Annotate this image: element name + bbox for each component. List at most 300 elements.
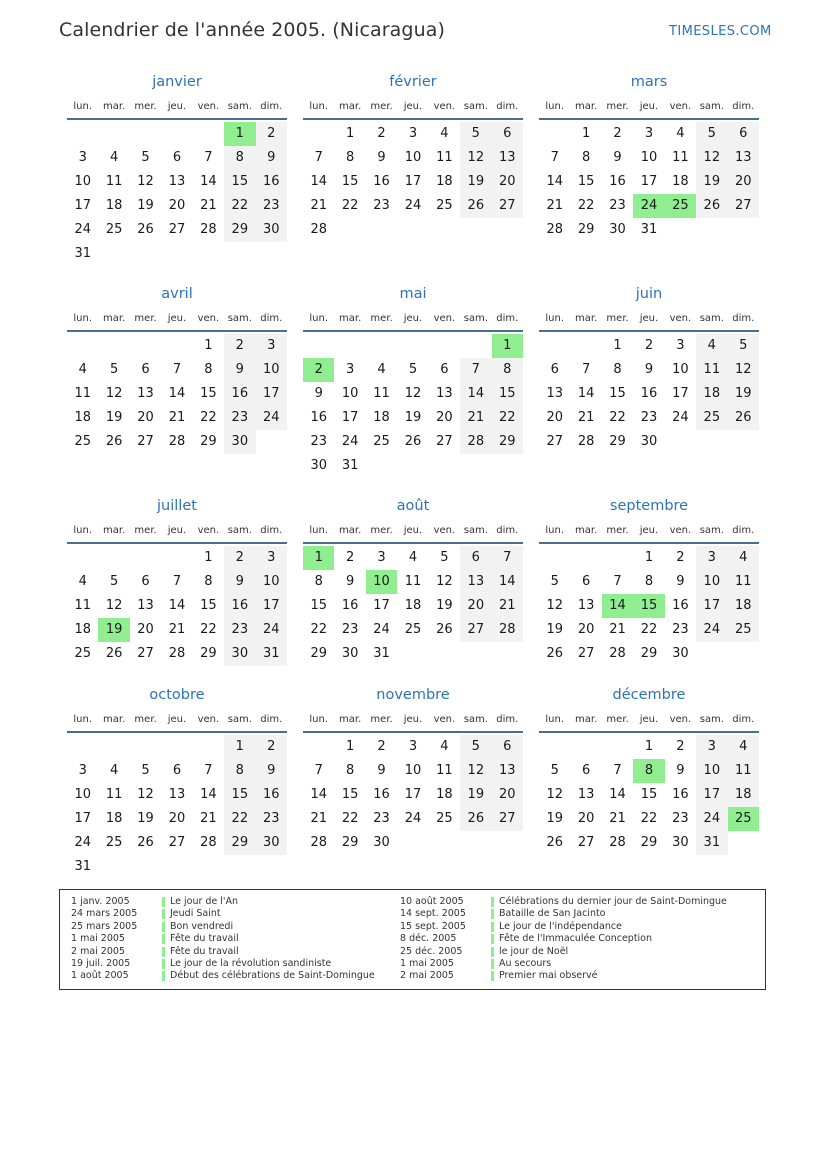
weekday-label: lun.	[545, 312, 565, 324]
weekday-header	[539, 518, 759, 542]
day-cell: 6	[492, 735, 523, 759]
week-row	[303, 382, 523, 406]
weekday-label: jeu.	[639, 713, 659, 725]
empty-cell	[429, 334, 460, 358]
day-cell: 6	[172, 150, 182, 165]
weekday-label: mer.	[606, 713, 629, 725]
holiday-date: 24 mars 2005	[71, 908, 138, 920]
week-row	[303, 570, 523, 594]
day-cell: 7	[613, 763, 622, 778]
day-cell: 7	[613, 574, 622, 589]
day-cell: 8	[492, 358, 523, 382]
day-cell: 16	[373, 787, 390, 802]
week-row	[67, 242, 287, 266]
week-row	[67, 759, 287, 783]
day-cell: 8	[224, 146, 255, 170]
holiday-color-marker	[491, 897, 494, 907]
day-cell: 29	[341, 835, 359, 850]
day-cell: 15	[200, 386, 217, 401]
holiday-day-cell: 1	[303, 546, 334, 570]
holiday-color-marker	[162, 947, 165, 957]
day-cell: 27	[137, 434, 154, 449]
weekday-label: dim.	[732, 312, 755, 324]
weekday-label: sam.	[227, 713, 252, 725]
day-cell: 17	[696, 783, 727, 807]
weekday-label: mer.	[134, 312, 157, 324]
day-cell: 7	[314, 150, 323, 165]
empty-cell	[602, 735, 633, 759]
weekday-label: mar.	[575, 524, 598, 536]
day-cell: 12	[460, 759, 491, 783]
day-cell: 20	[577, 811, 595, 826]
day-cell: 19	[460, 170, 491, 194]
day-cell: 30	[256, 831, 287, 855]
day-cell: 18	[672, 174, 689, 189]
day-cell: 4	[78, 574, 87, 589]
empty-cell	[98, 334, 129, 358]
day-cell: 9	[613, 150, 622, 165]
day-cell: 21	[577, 410, 595, 425]
day-cell: 13	[460, 570, 491, 594]
day-cell: 14	[310, 787, 327, 802]
day-cell: 11	[696, 358, 727, 382]
day-cell: 8	[581, 150, 591, 165]
day-cell: 29	[492, 430, 523, 454]
week-row	[303, 618, 523, 642]
week-row	[67, 807, 287, 831]
weekday-label: dim.	[260, 100, 283, 112]
day-cell: 3	[676, 338, 685, 353]
weekday-label: lun.	[73, 312, 93, 324]
weekday-label: mar.	[103, 713, 126, 725]
day-cell: 10	[696, 570, 727, 594]
weekday-label: lun.	[545, 524, 565, 536]
day-cell: 28	[310, 835, 327, 850]
holiday-date: 8 déc. 2005	[400, 933, 457, 945]
day-cell: 12	[546, 598, 563, 613]
empty-cell	[728, 218, 759, 242]
day-cell: 3	[256, 546, 287, 570]
day-cell: 5	[550, 574, 559, 589]
day-cell: 10	[256, 570, 287, 594]
holiday-name: le jour de Noël	[499, 945, 569, 957]
day-cell: 2	[676, 550, 685, 565]
day-cell: 17	[74, 198, 91, 213]
week-row	[539, 546, 759, 570]
day-cell: 16	[256, 783, 287, 807]
day-cell: 31	[640, 222, 658, 237]
day-cell: 1	[345, 739, 355, 754]
day-cell: 22	[577, 198, 595, 213]
day-cell: 12	[105, 598, 123, 613]
empty-cell	[539, 735, 570, 759]
day-cell: 28	[609, 835, 626, 850]
empty-cell	[130, 122, 161, 146]
day-cell: 6	[440, 362, 449, 377]
day-cell: 3	[78, 150, 87, 165]
day-cell: 24	[74, 835, 91, 850]
weekday-header	[67, 306, 287, 330]
day-cell: 24	[672, 410, 689, 425]
day-cell: 5	[141, 763, 150, 778]
weekday-label: ven.	[197, 100, 220, 112]
day-cell: 9	[224, 358, 255, 382]
week-row	[539, 358, 759, 382]
empty-cell	[161, 122, 192, 146]
day-cell: 5	[696, 122, 727, 146]
empty-cell	[193, 855, 224, 879]
week-row	[67, 122, 287, 146]
day-cell: 19	[728, 382, 759, 406]
day-cell: 4	[440, 739, 449, 754]
day-cell: 28	[168, 646, 186, 661]
day-cell: 15	[341, 787, 359, 802]
week-row	[303, 454, 523, 478]
day-cell: 27	[168, 835, 186, 850]
empty-cell	[696, 218, 727, 242]
day-cell: 21	[310, 811, 327, 826]
week-row	[67, 430, 287, 454]
holiday-day-cell: 15	[633, 594, 664, 618]
day-cell: 27	[168, 222, 186, 237]
empty-cell	[256, 855, 287, 879]
legend-row	[71, 896, 401, 908]
empty-cell	[429, 831, 460, 855]
weekday-header	[539, 707, 759, 731]
day-cell: 21	[200, 811, 217, 826]
day-cell: 20	[728, 170, 759, 194]
weekday-label: dim.	[496, 312, 519, 324]
holiday-date: 1 mai 2005	[400, 957, 454, 969]
day-cell: 17	[74, 811, 91, 826]
day-cell: 14	[609, 787, 626, 802]
holiday-name: Bon vendredi	[170, 920, 234, 932]
day-cell: 26	[546, 646, 563, 661]
weekday-label: lun.	[73, 524, 93, 536]
day-cell: 21	[168, 622, 186, 637]
empty-cell	[602, 546, 633, 570]
legend-row	[71, 921, 401, 933]
day-cell: 27	[460, 618, 491, 642]
weekday-label: dim.	[496, 524, 519, 536]
day-cell: 30	[224, 430, 255, 454]
week-row	[67, 170, 287, 194]
day-cell: 1	[644, 739, 654, 754]
weekday-header	[303, 707, 523, 731]
empty-cell	[161, 855, 192, 879]
empty-cell	[98, 735, 129, 759]
day-cell: 3	[696, 546, 727, 570]
weekday-label: jeu.	[403, 100, 423, 112]
week-row	[539, 735, 759, 759]
day-cell: 19	[404, 410, 422, 425]
empty-cell	[492, 831, 523, 855]
day-cell: 24	[373, 622, 390, 637]
empty-cell	[570, 334, 601, 358]
day-cell: 16	[640, 386, 658, 401]
week-row	[67, 546, 287, 570]
day-cell: 30	[672, 835, 689, 850]
day-cell: 3	[78, 763, 87, 778]
day-cell: 19	[436, 598, 453, 613]
day-cell: 12	[728, 358, 759, 382]
day-cell: 7	[204, 150, 213, 165]
day-cell: 13	[577, 598, 595, 613]
week-row	[539, 218, 759, 242]
day-cell: 18	[436, 174, 453, 189]
empty-cell	[728, 831, 759, 855]
day-cell: 7	[172, 362, 182, 377]
day-cell: 6	[141, 574, 150, 589]
day-cell: 16	[256, 170, 287, 194]
day-cell: 12	[436, 574, 453, 589]
day-cell: 15	[310, 598, 327, 613]
empty-cell	[492, 218, 523, 242]
empty-cell	[397, 334, 428, 358]
legend-row	[400, 958, 730, 970]
day-cell: 12	[460, 146, 491, 170]
holiday-date: 2 mai 2005	[400, 970, 454, 982]
week-row	[303, 546, 523, 570]
weekday-label: dim.	[732, 713, 755, 725]
week-row	[539, 807, 759, 831]
day-cell: 6	[581, 763, 591, 778]
day-cell: 26	[105, 434, 123, 449]
day-cell: 14	[577, 386, 595, 401]
empty-cell	[397, 218, 428, 242]
day-cell: 16	[672, 598, 689, 613]
weekday-label: lun.	[309, 524, 329, 536]
day-cell: 17	[256, 594, 287, 618]
day-cell: 6	[550, 362, 559, 377]
day-cell: 2	[676, 739, 685, 754]
day-cell: 14	[310, 174, 327, 189]
holiday-day-cell: 10	[366, 570, 397, 594]
day-cell: 23	[310, 434, 327, 449]
weekday-label: mar.	[339, 312, 362, 324]
holiday-name: Le jour de l'indépendance	[499, 920, 622, 932]
day-cell: 9	[256, 146, 287, 170]
empty-cell	[98, 855, 129, 879]
weekday-label: dim.	[260, 524, 283, 536]
day-cell: 27	[577, 835, 595, 850]
brand-link[interactable]: TIMESLES.COM	[669, 24, 772, 39]
day-cell: 24	[74, 222, 91, 237]
day-cell: 6	[492, 122, 523, 146]
legend-row	[400, 908, 730, 920]
holiday-color-marker	[491, 971, 494, 981]
month-name: octobre	[149, 687, 205, 703]
weekday-label: sam.	[227, 100, 252, 112]
day-cell: 3	[408, 126, 418, 141]
week-row	[539, 430, 759, 454]
day-cell: 30	[310, 458, 327, 473]
day-cell: 23	[341, 622, 359, 637]
day-cell: 28	[609, 646, 626, 661]
holiday-color-marker	[491, 934, 494, 944]
legend-row	[400, 933, 730, 945]
day-cell: 21	[460, 406, 491, 430]
weekday-header	[539, 306, 759, 330]
day-cell: 22	[200, 622, 217, 637]
week-row	[67, 831, 287, 855]
weekday-label: ven.	[433, 100, 456, 112]
week-row	[303, 170, 523, 194]
day-cell: 27	[728, 194, 759, 218]
month-name: janvier	[152, 74, 202, 90]
day-cell: 22	[224, 807, 255, 831]
holiday-date: 1 mai 2005	[71, 933, 125, 945]
day-cell: 30	[224, 642, 255, 666]
day-cell: 30	[256, 218, 287, 242]
month-name: mars	[630, 74, 668, 90]
day-cell: 2	[256, 735, 287, 759]
day-cell: 4	[440, 126, 449, 141]
day-cell: 23	[224, 618, 255, 642]
day-cell: 15	[341, 174, 359, 189]
holiday-color-marker	[162, 959, 165, 969]
day-cell: 13	[137, 598, 154, 613]
day-cell: 1	[613, 338, 622, 353]
weekday-label: jeu.	[639, 100, 659, 112]
day-cell: 29	[577, 222, 595, 237]
holiday-name: Célébrations du dernier jour de Saint-Domingue	[499, 896, 727, 907]
holiday-date: 25 mars 2005	[71, 920, 138, 932]
holiday-date: 19 juil. 2005	[71, 957, 131, 969]
day-cell: 24	[341, 434, 359, 449]
empty-cell	[570, 546, 601, 570]
day-cell: 23	[640, 410, 658, 425]
week-row	[539, 170, 759, 194]
holiday-day-cell: 25	[728, 807, 759, 831]
day-cell: 26	[137, 222, 154, 237]
weekday-label: sam.	[463, 524, 488, 536]
day-cell: 19	[137, 198, 154, 213]
weekday-label: mer.	[370, 100, 393, 112]
empty-cell	[161, 546, 192, 570]
weekday-label: sam.	[463, 713, 488, 725]
day-cell: 11	[105, 174, 123, 189]
day-cell: 14	[460, 382, 491, 406]
weekday-header	[303, 306, 523, 330]
holiday-day-cell: 8	[633, 759, 664, 783]
day-cell: 7	[204, 763, 213, 778]
day-cell: 20	[168, 811, 186, 826]
week-row	[539, 382, 759, 406]
weekday-label: jeu.	[167, 524, 187, 536]
empty-cell	[728, 430, 759, 454]
legend-row	[71, 908, 401, 920]
day-cell: 20	[137, 622, 154, 637]
day-cell: 2	[224, 334, 255, 358]
empty-cell	[696, 642, 727, 666]
weekday-label: mar.	[103, 312, 126, 324]
week-row	[303, 194, 523, 218]
day-cell: 21	[310, 198, 327, 213]
day-cell: 5	[460, 735, 491, 759]
day-cell: 2	[377, 126, 386, 141]
weekday-label: jeu.	[639, 524, 659, 536]
day-cell: 21	[546, 198, 563, 213]
empty-cell	[161, 242, 192, 266]
day-cell: 29	[609, 434, 626, 449]
day-cell: 1	[204, 550, 213, 565]
month-name: août	[396, 498, 430, 514]
day-cell: 11	[436, 763, 453, 778]
day-cell: 11	[74, 598, 91, 613]
day-cell: 26	[105, 646, 123, 661]
weekday-label: lun.	[545, 100, 565, 112]
day-cell: 31	[74, 859, 91, 874]
empty-cell	[130, 735, 161, 759]
day-cell: 13	[137, 386, 154, 401]
week-row	[539, 406, 759, 430]
day-cell: 28	[168, 434, 186, 449]
weekday-header	[67, 94, 287, 118]
day-cell: 11	[728, 570, 759, 594]
day-cell: 24	[256, 618, 287, 642]
day-cell: 1	[581, 126, 591, 141]
month-4	[303, 283, 523, 478]
day-cell: 14	[200, 787, 217, 802]
week-row	[67, 218, 287, 242]
day-cell: 24	[256, 406, 287, 430]
empty-cell	[366, 218, 397, 242]
day-cell: 25	[105, 835, 123, 850]
weekday-label: lun.	[309, 713, 329, 725]
week-row	[67, 382, 287, 406]
day-cell: 8	[613, 362, 622, 377]
day-cell: 25	[74, 646, 91, 661]
day-cell: 14	[200, 174, 217, 189]
holiday-legend	[59, 889, 766, 990]
day-cell: 2	[224, 546, 255, 570]
day-cell: 13	[492, 146, 523, 170]
day-cell: 14	[492, 570, 523, 594]
weekday-label: ven.	[197, 713, 220, 725]
day-cell: 10	[74, 174, 91, 189]
week-row	[67, 783, 287, 807]
empty-cell	[193, 242, 224, 266]
week-row	[303, 642, 523, 666]
day-cell: 11	[74, 386, 91, 401]
legend-row	[71, 958, 401, 970]
month-name: juillet	[157, 498, 197, 514]
day-cell: 29	[224, 218, 255, 242]
day-cell: 31	[341, 458, 359, 473]
empty-cell	[570, 735, 601, 759]
day-cell: 10	[696, 759, 727, 783]
weekday-label: jeu.	[403, 312, 423, 324]
weekday-label: ven.	[433, 524, 456, 536]
day-cell: 10	[341, 386, 359, 401]
day-cell: 18	[373, 410, 390, 425]
holiday-day-cell: 25	[665, 194, 696, 218]
day-cell: 4	[728, 546, 759, 570]
day-cell: 12	[105, 386, 123, 401]
week-row	[67, 358, 287, 382]
weekday-label: dim.	[496, 713, 519, 725]
day-cell: 8	[204, 574, 213, 589]
day-cell: 25	[436, 811, 453, 826]
day-cell: 18	[74, 410, 91, 425]
week-row	[303, 759, 523, 783]
month-name: septembre	[609, 498, 689, 514]
day-cell: 19	[460, 783, 491, 807]
day-cell: 29	[640, 646, 658, 661]
day-cell: 9	[314, 386, 323, 401]
day-cell: 16	[609, 174, 626, 189]
